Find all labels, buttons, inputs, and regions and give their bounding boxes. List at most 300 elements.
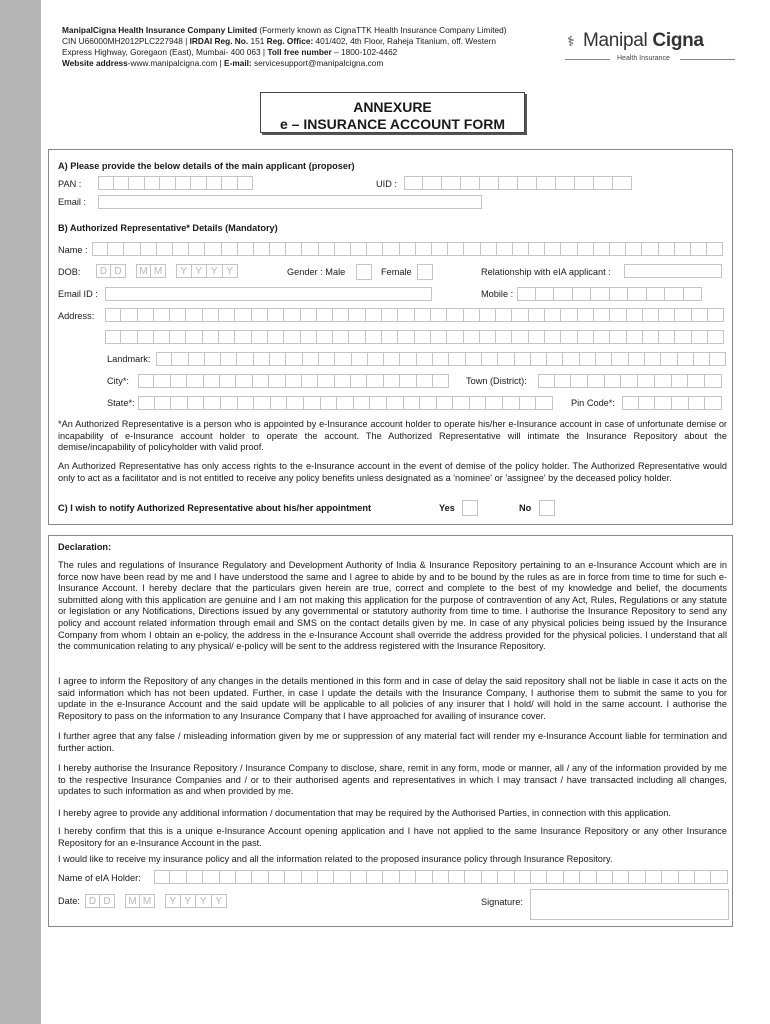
char-cell[interactable] — [480, 330, 496, 344]
char-cell[interactable] — [189, 242, 205, 256]
char-cell[interactable] — [186, 330, 202, 344]
char-cell[interactable] — [382, 330, 398, 344]
char-cell[interactable] — [536, 396, 553, 410]
char-cell[interactable] — [520, 396, 537, 410]
char-cell[interactable] — [545, 308, 561, 322]
char-cell[interactable] — [219, 308, 235, 322]
char-cell[interactable] — [594, 242, 610, 256]
char-cell[interactable] — [354, 396, 371, 410]
landmark-input[interactable] — [156, 352, 726, 366]
char-cell[interactable] — [387, 396, 404, 410]
char-cell[interactable] — [252, 308, 268, 322]
char-cell[interactable] — [335, 242, 351, 256]
char-cell[interactable] — [270, 242, 286, 256]
char-cell[interactable] — [529, 308, 545, 322]
char-cell[interactable] — [556, 176, 575, 190]
char-cell[interactable] — [321, 396, 338, 410]
char-cell[interactable] — [482, 352, 498, 366]
char-cell[interactable]: M — [125, 894, 140, 908]
char-cell[interactable] — [594, 176, 613, 190]
char-cell[interactable] — [461, 176, 480, 190]
char-cell[interactable] — [512, 308, 528, 322]
pin-code-input[interactable] — [622, 396, 722, 410]
char-cell[interactable] — [575, 176, 594, 190]
char-cell[interactable] — [679, 870, 695, 884]
char-cell[interactable] — [610, 287, 629, 301]
char-cell[interactable] — [499, 176, 518, 190]
char-cell[interactable] — [222, 176, 238, 190]
char-cell[interactable] — [596, 352, 612, 366]
char-cell[interactable] — [442, 176, 461, 190]
char-cell[interactable] — [710, 352, 726, 366]
char-cell[interactable] — [466, 352, 482, 366]
char-cell[interactable] — [398, 330, 414, 344]
char-cell[interactable] — [594, 308, 610, 322]
char-cell[interactable] — [665, 287, 684, 301]
char-cell[interactable] — [561, 308, 577, 322]
char-cell[interactable] — [172, 352, 188, 366]
uid-input[interactable] — [404, 176, 632, 190]
char-cell[interactable]: M — [140, 894, 155, 908]
char-cell[interactable] — [629, 870, 645, 884]
char-cell[interactable] — [705, 396, 722, 410]
char-cell[interactable] — [154, 308, 170, 322]
char-cell[interactable] — [642, 242, 658, 256]
char-cell[interactable] — [171, 374, 187, 388]
char-cell[interactable] — [286, 242, 302, 256]
char-cell[interactable] — [254, 242, 270, 256]
char-cell[interactable] — [222, 242, 238, 256]
char-cell[interactable] — [578, 308, 594, 322]
char-cell[interactable] — [367, 870, 383, 884]
char-cell[interactable] — [537, 176, 556, 190]
char-cell[interactable] — [334, 870, 350, 884]
signature-box[interactable] — [530, 889, 729, 920]
char-cell[interactable] — [154, 374, 170, 388]
char-cell[interactable] — [689, 396, 706, 410]
char-cell[interactable] — [496, 308, 512, 322]
char-cell[interactable] — [160, 176, 176, 190]
char-cell[interactable] — [708, 308, 724, 322]
char-cell[interactable] — [154, 870, 170, 884]
pan-input[interactable] — [98, 176, 253, 190]
char-cell[interactable] — [253, 374, 269, 388]
char-cell[interactable] — [628, 287, 647, 301]
char-cell[interactable] — [529, 330, 545, 344]
char-cell[interactable] — [124, 242, 140, 256]
address-line2-input[interactable] — [105, 330, 724, 344]
char-cell[interactable] — [189, 352, 205, 366]
char-cell[interactable] — [254, 352, 270, 366]
char-cell[interactable] — [517, 287, 536, 301]
char-cell[interactable] — [688, 374, 705, 388]
char-cell[interactable] — [691, 242, 707, 256]
char-cell[interactable] — [675, 330, 691, 344]
char-cell[interactable] — [318, 870, 334, 884]
char-cell[interactable]: D — [96, 264, 111, 278]
char-cell[interactable] — [659, 308, 675, 322]
char-cell[interactable] — [286, 374, 302, 388]
char-cell[interactable] — [684, 287, 703, 301]
char-cell[interactable] — [594, 330, 610, 344]
char-cell[interactable] — [622, 396, 639, 410]
char-cell[interactable] — [515, 352, 531, 366]
char-cell[interactable] — [638, 374, 655, 388]
char-cell[interactable] — [465, 870, 481, 884]
char-cell[interactable]: M — [136, 264, 151, 278]
char-cell[interactable] — [433, 374, 449, 388]
char-cell[interactable] — [629, 352, 645, 366]
char-cell[interactable] — [675, 242, 691, 256]
char-cell[interactable] — [610, 242, 626, 256]
char-cell[interactable] — [238, 242, 254, 256]
char-cell[interactable] — [337, 396, 354, 410]
char-cell[interactable] — [498, 870, 514, 884]
char-cell[interactable] — [480, 308, 496, 322]
char-cell[interactable] — [254, 396, 271, 410]
char-cell[interactable]: Y — [196, 894, 212, 908]
char-cell[interactable] — [333, 308, 349, 322]
char-cell[interactable] — [416, 242, 432, 256]
char-cell[interactable] — [449, 352, 465, 366]
char-cell[interactable] — [303, 352, 319, 366]
char-cell[interactable] — [368, 352, 384, 366]
char-cell[interactable] — [612, 352, 628, 366]
char-cell[interactable] — [302, 374, 318, 388]
char-cell[interactable] — [335, 352, 351, 366]
char-cell[interactable] — [449, 870, 465, 884]
char-cell[interactable] — [203, 870, 219, 884]
char-cell[interactable] — [187, 870, 203, 884]
char-cell[interactable] — [672, 396, 689, 410]
char-cell[interactable] — [235, 308, 251, 322]
relationship-input[interactable] — [624, 264, 722, 278]
char-cell[interactable] — [415, 330, 431, 344]
char-cell[interactable] — [711, 870, 727, 884]
char-cell[interactable] — [285, 870, 301, 884]
char-cell[interactable] — [207, 176, 223, 190]
char-cell[interactable] — [518, 176, 537, 190]
char-cell[interactable] — [284, 308, 300, 322]
char-cell[interactable] — [613, 176, 632, 190]
char-cell[interactable] — [621, 374, 638, 388]
char-cell[interactable] — [547, 352, 563, 366]
char-cell[interactable] — [627, 330, 643, 344]
char-cell[interactable] — [237, 352, 253, 366]
char-cell[interactable] — [482, 870, 498, 884]
char-cell[interactable] — [432, 242, 448, 256]
char-cell[interactable] — [538, 374, 555, 388]
char-cell[interactable] — [573, 287, 592, 301]
char-cell[interactable] — [268, 330, 284, 344]
char-cell[interactable] — [705, 374, 722, 388]
char-cell[interactable] — [561, 242, 577, 256]
char-cell[interactable] — [384, 374, 400, 388]
char-cell[interactable] — [155, 396, 172, 410]
char-cell[interactable] — [561, 330, 577, 344]
town-input[interactable] — [538, 374, 722, 388]
date-year-input[interactable] — [165, 894, 227, 908]
char-cell[interactable] — [692, 330, 708, 344]
char-cell[interactable] — [536, 287, 555, 301]
char-cell[interactable] — [220, 374, 236, 388]
char-cell[interactable] — [352, 352, 368, 366]
char-cell[interactable] — [659, 242, 675, 256]
char-cell[interactable] — [284, 330, 300, 344]
char-cell[interactable] — [661, 352, 677, 366]
char-cell[interactable] — [156, 352, 172, 366]
char-cell[interactable] — [238, 176, 254, 190]
char-cell[interactable] — [219, 330, 235, 344]
char-cell[interactable] — [138, 374, 154, 388]
eia-holder-name-input[interactable] — [154, 870, 728, 884]
char-cell[interactable] — [655, 374, 672, 388]
char-cell[interactable] — [383, 242, 399, 256]
address-line1-input[interactable] — [105, 308, 724, 322]
char-cell[interactable] — [515, 870, 531, 884]
char-cell[interactable] — [176, 176, 192, 190]
char-cell[interactable] — [554, 287, 573, 301]
applicant-email-input[interactable] — [98, 195, 482, 209]
dob-month-input[interactable] — [136, 264, 166, 278]
char-cell[interactable] — [351, 242, 367, 256]
char-cell[interactable] — [591, 287, 610, 301]
char-cell[interactable] — [655, 396, 672, 410]
char-cell[interactable] — [351, 870, 367, 884]
char-cell[interactable] — [431, 308, 447, 322]
char-cell[interactable] — [417, 352, 433, 366]
char-cell[interactable] — [647, 287, 666, 301]
char-cell[interactable] — [171, 396, 188, 410]
char-cell[interactable]: Y — [223, 264, 239, 278]
char-cell[interactable] — [580, 352, 596, 366]
char-cell[interactable]: Y — [176, 264, 192, 278]
char-cell[interactable] — [145, 176, 161, 190]
char-cell[interactable] — [268, 308, 284, 322]
char-cell[interactable] — [545, 330, 561, 344]
char-cell[interactable] — [235, 330, 251, 344]
char-cell[interactable] — [627, 308, 643, 322]
char-cell[interactable] — [270, 352, 286, 366]
char-cell[interactable] — [610, 308, 626, 322]
char-cell[interactable] — [416, 870, 432, 884]
char-cell[interactable] — [366, 308, 382, 322]
char-cell[interactable] — [252, 870, 268, 884]
char-cell[interactable] — [220, 870, 236, 884]
char-cell[interactable] — [105, 330, 121, 344]
char-cell[interactable] — [114, 176, 130, 190]
char-cell[interactable] — [707, 242, 723, 256]
char-cell[interactable] — [400, 374, 416, 388]
char-cell[interactable] — [141, 242, 157, 256]
char-cell[interactable] — [531, 352, 547, 366]
char-cell[interactable] — [203, 308, 219, 322]
char-cell[interactable] — [269, 870, 285, 884]
date-day-input[interactable] — [85, 894, 115, 908]
char-cell[interactable] — [464, 330, 480, 344]
dob-day-input[interactable] — [96, 264, 126, 278]
char-cell[interactable] — [645, 352, 661, 366]
char-cell[interactable] — [319, 242, 335, 256]
char-cell[interactable] — [302, 242, 318, 256]
city-input[interactable] — [138, 374, 449, 388]
char-cell[interactable] — [420, 396, 437, 410]
char-cell[interactable] — [433, 870, 449, 884]
char-cell[interactable] — [597, 870, 613, 884]
char-cell[interactable] — [236, 374, 252, 388]
char-cell[interactable] — [335, 374, 351, 388]
char-cell[interactable] — [105, 308, 121, 322]
char-cell[interactable] — [317, 330, 333, 344]
char-cell[interactable] — [367, 242, 383, 256]
char-cell[interactable] — [400, 242, 416, 256]
char-cell[interactable] — [646, 870, 662, 884]
char-cell[interactable] — [639, 396, 656, 410]
char-cell[interactable] — [643, 330, 659, 344]
char-cell[interactable] — [318, 374, 334, 388]
char-cell[interactable] — [672, 374, 689, 388]
char-cell[interactable] — [173, 242, 189, 256]
char-cell[interactable] — [221, 352, 237, 366]
char-cell[interactable] — [304, 396, 321, 410]
char-cell[interactable] — [349, 308, 365, 322]
char-cell[interactable] — [513, 242, 529, 256]
char-cell[interactable] — [415, 308, 431, 322]
char-cell[interactable] — [238, 396, 255, 410]
char-cell[interactable] — [319, 352, 335, 366]
char-cell[interactable] — [203, 330, 219, 344]
char-cell[interactable] — [382, 308, 398, 322]
char-cell[interactable] — [498, 352, 514, 366]
char-cell[interactable] — [417, 374, 433, 388]
char-cell[interactable] — [121, 308, 137, 322]
char-cell[interactable] — [659, 330, 675, 344]
char-cell[interactable] — [301, 308, 317, 322]
char-cell[interactable] — [662, 870, 678, 884]
char-cell[interactable] — [571, 374, 588, 388]
char-cell[interactable] — [453, 396, 470, 410]
char-cell[interactable] — [423, 176, 442, 190]
char-cell[interactable] — [204, 396, 221, 410]
char-cell[interactable] — [236, 870, 252, 884]
char-cell[interactable] — [269, 374, 285, 388]
char-cell[interactable] — [555, 374, 572, 388]
char-cell[interactable] — [448, 242, 464, 256]
char-cell[interactable] — [503, 396, 520, 410]
gender-female-checkbox[interactable] — [417, 264, 433, 280]
char-cell[interactable] — [398, 308, 414, 322]
char-cell[interactable] — [157, 242, 173, 256]
char-cell[interactable] — [98, 176, 114, 190]
char-cell[interactable] — [349, 330, 365, 344]
char-cell[interactable] — [580, 870, 596, 884]
char-cell[interactable] — [121, 330, 137, 344]
char-cell[interactable] — [497, 242, 513, 256]
char-cell[interactable] — [437, 396, 454, 410]
char-cell[interactable] — [400, 352, 416, 366]
char-cell[interactable] — [271, 396, 288, 410]
char-cell[interactable] — [221, 396, 238, 410]
char-cell[interactable] — [138, 330, 154, 344]
char-cell[interactable]: M — [151, 264, 166, 278]
char-cell[interactable] — [301, 330, 317, 344]
char-cell[interactable] — [531, 870, 547, 884]
name-input[interactable] — [92, 242, 723, 256]
gender-male-checkbox[interactable] — [356, 264, 372, 280]
char-cell[interactable] — [191, 176, 207, 190]
char-cell[interactable] — [695, 870, 711, 884]
char-cell[interactable] — [588, 374, 605, 388]
char-cell[interactable] — [252, 330, 268, 344]
char-cell[interactable] — [496, 330, 512, 344]
char-cell[interactable] — [366, 330, 382, 344]
char-cell[interactable] — [286, 352, 302, 366]
char-cell[interactable] — [317, 308, 333, 322]
char-cell[interactable] — [433, 352, 449, 366]
char-cell[interactable]: Y — [181, 894, 197, 908]
char-cell[interactable] — [529, 242, 545, 256]
char-cell[interactable] — [108, 242, 124, 256]
char-cell[interactable] — [470, 396, 487, 410]
char-cell[interactable] — [154, 330, 170, 344]
char-cell[interactable] — [447, 308, 463, 322]
char-cell[interactable] — [464, 308, 480, 322]
char-cell[interactable]: D — [100, 894, 115, 908]
char-cell[interactable] — [370, 396, 387, 410]
char-cell[interactable]: Y — [212, 894, 228, 908]
char-cell[interactable] — [480, 176, 499, 190]
char-cell[interactable] — [302, 870, 318, 884]
char-cell[interactable] — [351, 374, 367, 388]
char-cell[interactable] — [578, 330, 594, 344]
char-cell[interactable] — [613, 870, 629, 884]
char-cell[interactable] — [205, 242, 221, 256]
char-cell[interactable] — [708, 330, 724, 344]
mobile-input[interactable] — [517, 287, 702, 301]
char-cell[interactable] — [170, 870, 186, 884]
notify-no-checkbox[interactable] — [539, 500, 555, 516]
char-cell[interactable] — [643, 308, 659, 322]
date-month-input[interactable] — [125, 894, 155, 908]
char-cell[interactable] — [512, 330, 528, 344]
char-cell[interactable]: Y — [207, 264, 223, 278]
ar-email-input[interactable] — [105, 287, 432, 301]
char-cell[interactable] — [333, 330, 349, 344]
char-cell[interactable] — [170, 308, 186, 322]
char-cell[interactable] — [187, 374, 203, 388]
char-cell[interactable] — [481, 242, 497, 256]
char-cell[interactable] — [675, 308, 691, 322]
state-input[interactable] — [138, 396, 553, 410]
char-cell[interactable] — [605, 374, 622, 388]
char-cell[interactable] — [205, 352, 221, 366]
char-cell[interactable] — [138, 396, 155, 410]
char-cell[interactable] — [447, 330, 463, 344]
dob-year-input[interactable] — [176, 264, 238, 278]
char-cell[interactable] — [564, 870, 580, 884]
char-cell[interactable]: D — [85, 894, 100, 908]
char-cell[interactable]: Y — [192, 264, 208, 278]
char-cell[interactable] — [287, 396, 304, 410]
char-cell[interactable] — [563, 352, 579, 366]
char-cell[interactable] — [610, 330, 626, 344]
char-cell[interactable] — [692, 308, 708, 322]
notify-yes-checkbox[interactable] — [462, 500, 478, 516]
char-cell[interactable] — [384, 352, 400, 366]
char-cell[interactable] — [400, 870, 416, 884]
char-cell[interactable] — [464, 242, 480, 256]
char-cell[interactable] — [92, 242, 108, 256]
